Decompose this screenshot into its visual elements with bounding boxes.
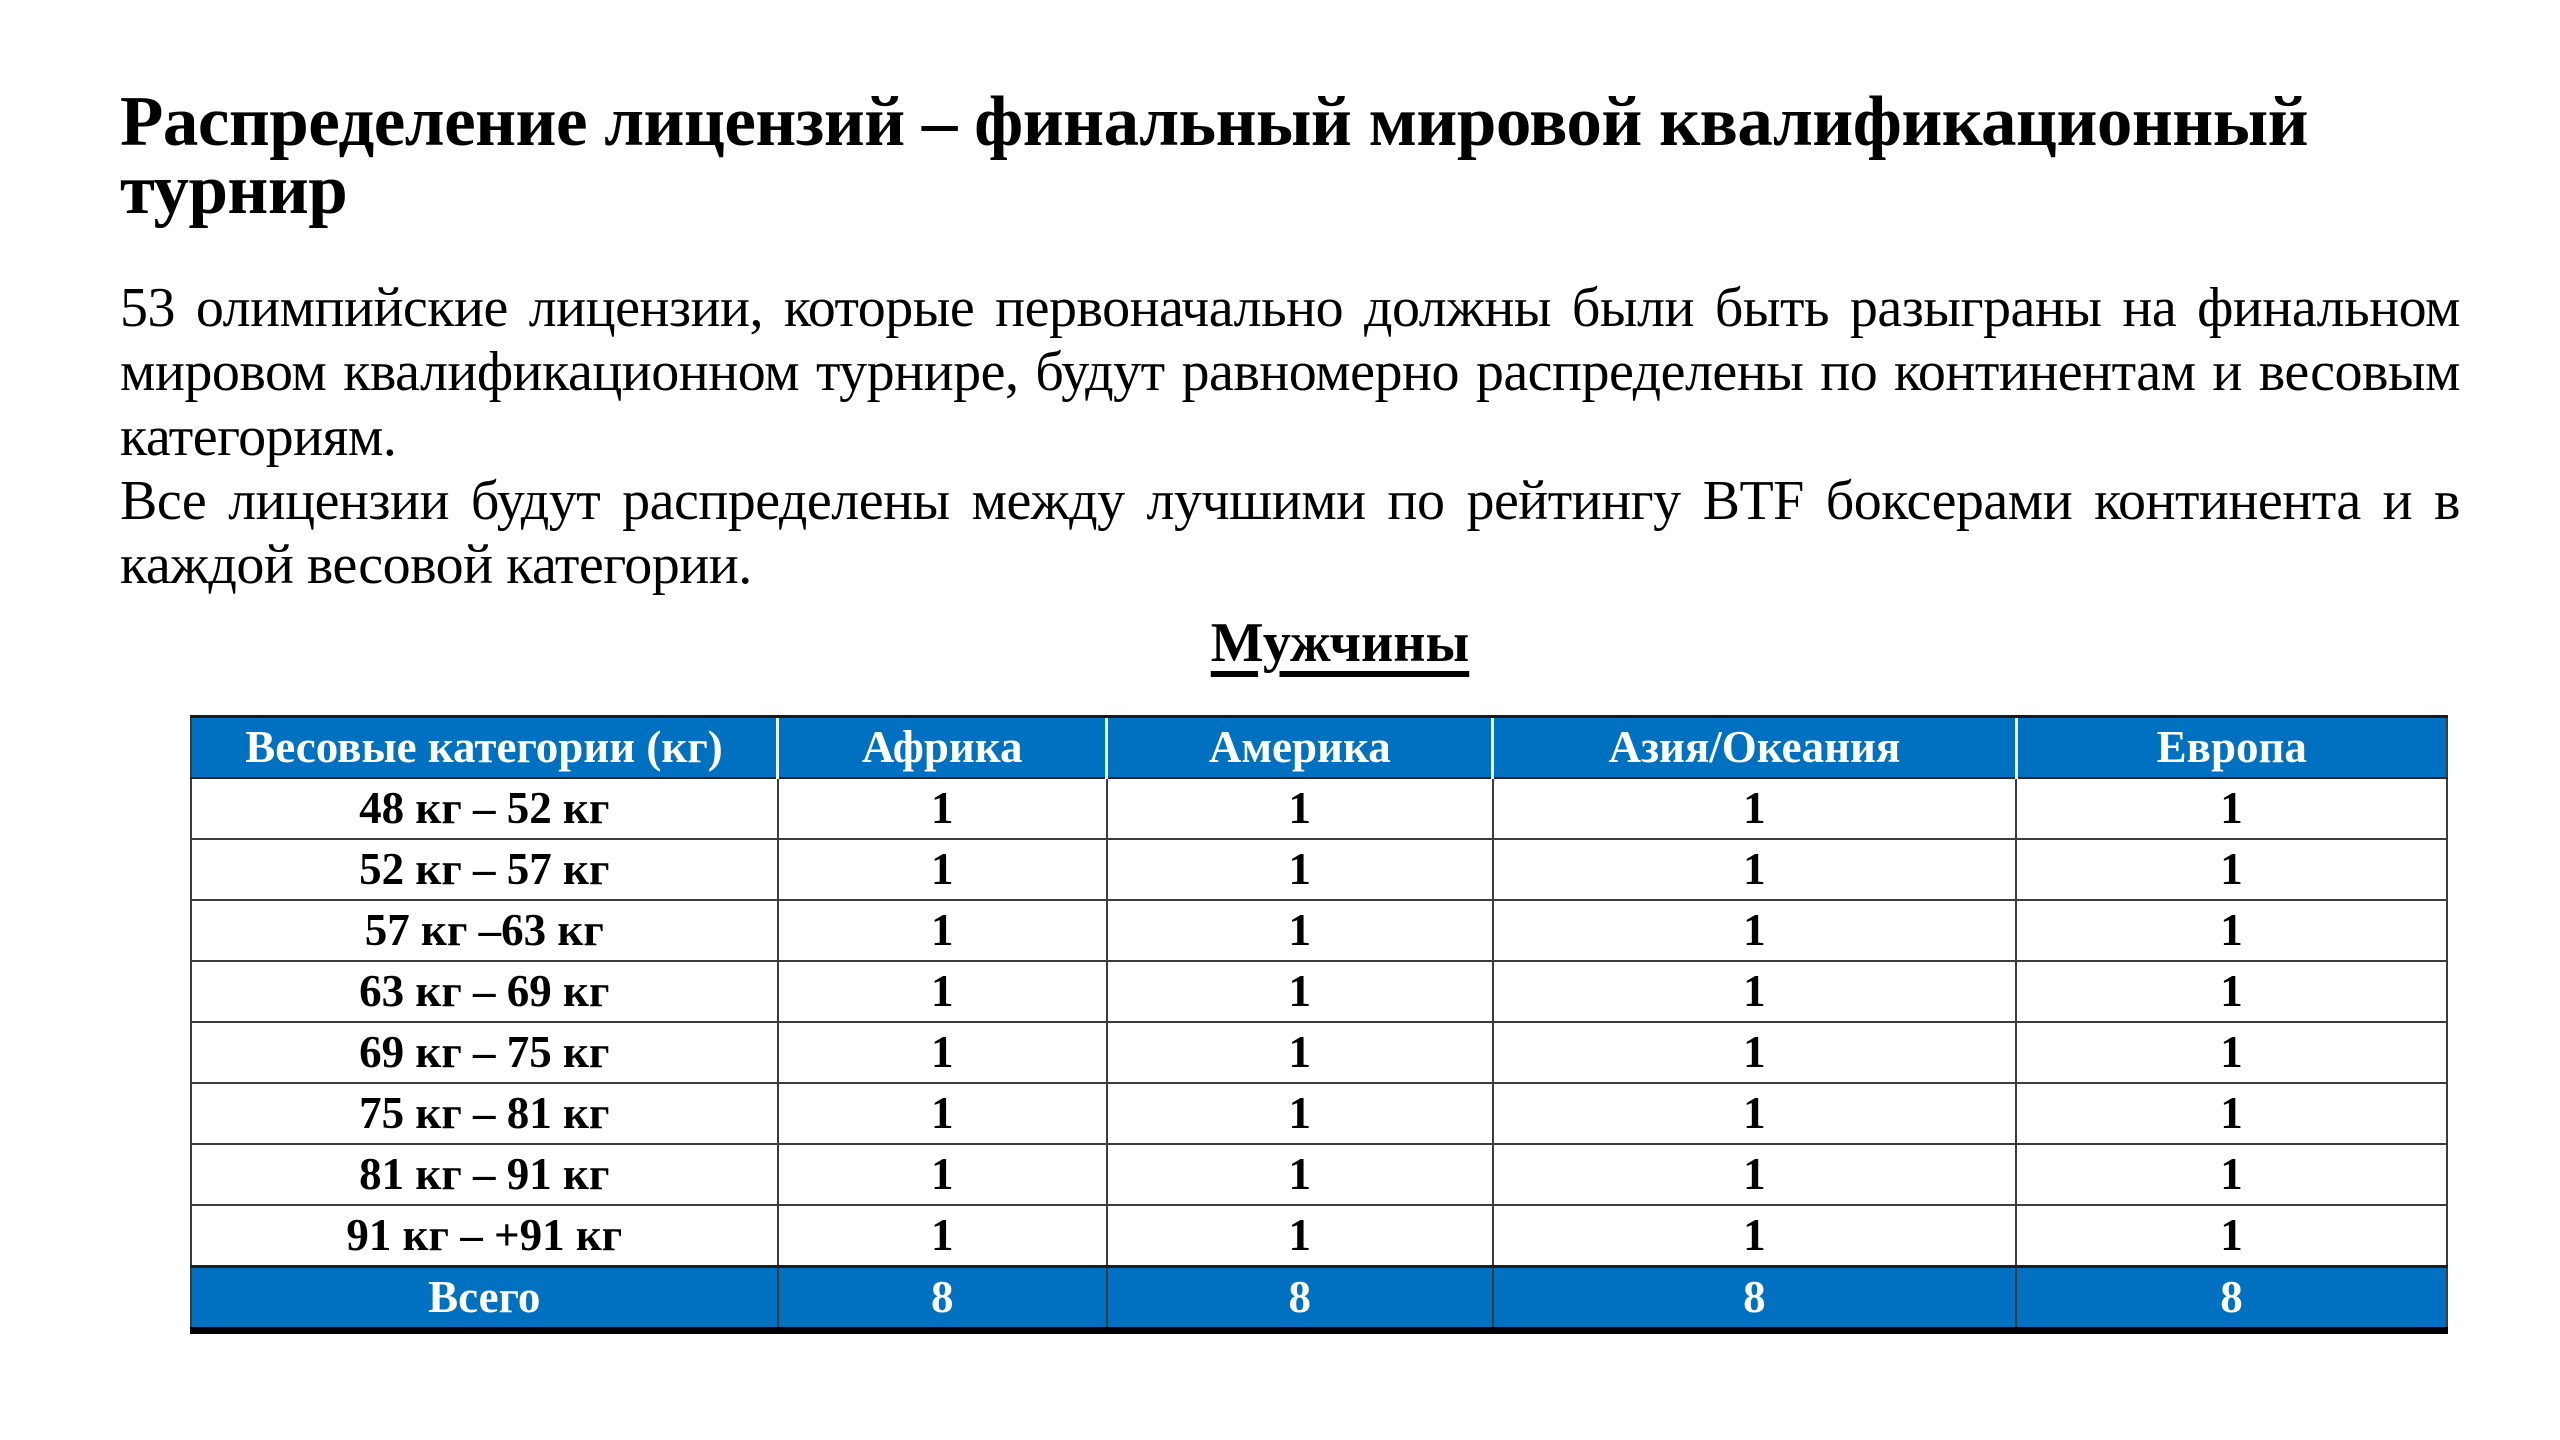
value-cell: 1: [778, 1205, 1107, 1267]
table-row-52-57: [191, 839, 2447, 900]
weight-category-cell: 48 кг – 52 кг: [191, 778, 778, 839]
weight-category-cell: 91 кг – +91 кг: [191, 1205, 778, 1267]
value-cell: 1: [1493, 1144, 2016, 1205]
page-title-line-2: турнир: [120, 151, 348, 230]
total-row: [191, 1266, 2447, 1330]
value-cell: 1: [1107, 961, 1493, 1022]
value-cell: 1: [778, 961, 1107, 1022]
header-cell-europe: Европа: [2016, 716, 2447, 778]
intro-paragraph: 53 олимпийские лицензии, которые первоначально должны были быть разыграны на финальном мировом квалификационном турнире, будут равномерно распределены по континентам и весовым категориям.: [120, 277, 2460, 468]
table-row-57-63: [191, 900, 2447, 961]
weight-category-cell: 52 кг – 57 кг: [191, 839, 778, 900]
value-cell: 1: [2016, 839, 2447, 900]
page-title-line-1: Распределение лицензий – финальный мировой квалификационный: [120, 83, 2309, 161]
value-cell: 1: [1493, 961, 2016, 1022]
total-label-cell: Всего: [191, 1266, 778, 1330]
value-cell: 1: [778, 839, 1107, 900]
header-cell-asia-oceania: Азия/Океания: [1493, 716, 2016, 778]
weight-category-cell: 69 кг – 75 кг: [191, 1022, 778, 1083]
value-cell: 1: [1107, 839, 1493, 900]
value-cell: 1: [1493, 839, 2016, 900]
value-cell: 1: [778, 778, 1107, 839]
document-content: [120, 0, 2460, 1334]
licenses-table-wrap: [190, 715, 2448, 1334]
value-cell: 1: [778, 1083, 1107, 1144]
value-cell: 1: [1107, 778, 1493, 839]
value-cell: 1: [778, 1022, 1107, 1083]
table-row-69-75: [191, 1022, 2447, 1083]
value-cell: 1: [2016, 1144, 2447, 1205]
value-cell: 1: [1493, 778, 2016, 839]
table-row-48-52: [191, 778, 2447, 839]
table-row-75-81: [191, 1083, 2447, 1144]
allocation-paragraph: Все лицензии будут распределены между лучшими по рейтингу BTF боксерами континента и в каждой весовой категории.: [120, 469, 2460, 596]
value-cell: 1: [2016, 778, 2447, 839]
value-cell: 1: [1493, 1022, 2016, 1083]
men-section-heading: [120, 611, 2460, 675]
total-value-cell: 8: [1493, 1266, 2016, 1330]
value-cell: 1: [2016, 900, 2447, 961]
total-value-cell: 8: [1107, 1266, 1493, 1330]
value-cell: 1: [778, 900, 1107, 961]
value-cell: 1: [1107, 900, 1493, 961]
header-cell-weight-categories: Весовые категории (кг): [191, 716, 778, 778]
value-cell: 1: [778, 1144, 1107, 1205]
weight-category-cell: 81 кг – 91 кг: [191, 1144, 778, 1205]
page-title: [120, 0, 2460, 230]
weight-category-cell: 75 кг – 81 кг: [191, 1083, 778, 1144]
value-cell: 1: [1107, 1205, 1493, 1267]
value-cell: 1: [2016, 1083, 2447, 1144]
header-cell-africa: Африка: [778, 716, 1107, 778]
value-cell: 1: [1107, 1022, 1493, 1083]
table-row-91-plus: [191, 1205, 2447, 1267]
weight-category-cell: 57 кг –63 кг: [191, 900, 778, 961]
licenses-table: [190, 715, 2448, 1334]
table-row-81-91: [191, 1144, 2447, 1205]
men-section-heading-text: Мужчины: [1210, 611, 1470, 674]
header-cell-america: Америка: [1107, 716, 1493, 778]
value-cell: 1: [1107, 1144, 1493, 1205]
value-cell: 1: [2016, 1205, 2447, 1267]
value-cell: 1: [1493, 1083, 2016, 1144]
value-cell: 1: [1493, 1205, 2016, 1267]
value-cell: 1: [2016, 961, 2447, 1022]
value-cell: 1: [1493, 900, 2016, 961]
value-cell: 1: [2016, 1022, 2447, 1083]
weight-category-cell: 63 кг – 69 кг: [191, 961, 778, 1022]
table-row-63-69: [191, 961, 2447, 1022]
value-cell: 1: [1107, 1083, 1493, 1144]
total-value-cell: 8: [2016, 1266, 2447, 1330]
total-value-cell: 8: [778, 1266, 1107, 1330]
table-header-row: [191, 716, 2447, 778]
